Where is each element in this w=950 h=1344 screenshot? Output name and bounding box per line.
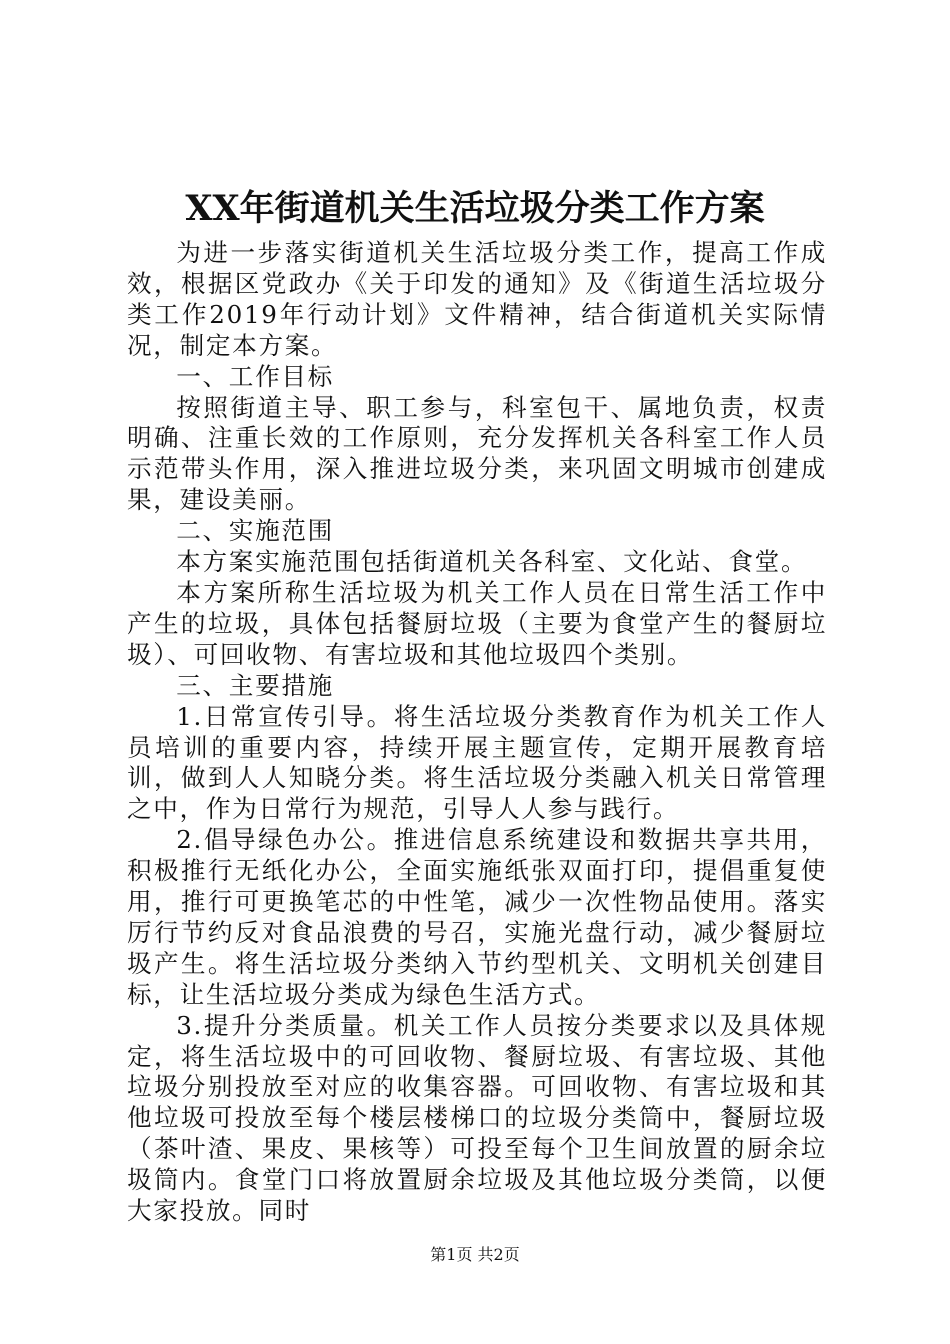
paragraph-measure-2: 2.倡导绿色办公。推进信息系统建设和数据共享共用，积极推行无纸化办公，全面实施纸张双面打印，提倡重复使用，推行可更换笔芯的中性笔，减少一次性物品使用。落实厉行节约反对食品浪费的号召，实施光盘行动，减少餐厨垃圾产生。将生活垃圾分类纳入节约型机关、文明机关创建目标，让生活垃圾分类成为绿色生活方式。: [127, 825, 827, 1009]
paragraph-waste-definition: 本方案所称生活垃圾为机关工作人员在日常生活工作中产生的垃圾，具体包括餐厨垃圾（主要为食堂产生的餐厨垃圾）、可回收物、有害垃圾和其他垃圾四个类别。: [127, 577, 827, 669]
page-footer: 第1页 共2页: [430, 1245, 520, 1264]
section-heading-scope: 二、实施范围: [176, 516, 334, 546]
section-heading-goals: 一、工作目标: [176, 361, 334, 391]
document-title: XX年街道机关生活垃圾分类工作方案: [185, 188, 765, 229]
paragraph-measure-1: 1.日常宣传引导。将生活垃圾分类教育作为机关工作人员培训的重要内容，持续开展主题宣传，定期开展教育培训，做到人人知晓分类。将生活垃圾分类融入机关日常管理之中，作为日常行为规范，引导人人参与践行。: [127, 701, 827, 824]
paragraph-intro: 为进一步落实街道机关生活垃圾分类工作，提高工作成效，根据区党政办《关于印发的通知》及《街道生活垃圾分类工作2019年行动计划》文件精神，结合街道机关实际情况，制定本方案。: [127, 238, 827, 360]
paragraph-scope: 本方案实施范围包括街道机关各科室、文化站、食堂。: [176, 547, 808, 577]
paragraph-measure-3: 3.提升分类质量。机关工作人员按分类要求以及具体规定，将生活垃圾中的可回收物、餐厨垃圾、有害垃圾、其他垃圾分别投放至对应的收集容器。可回收物、有害垃圾和其他垃圾可投放至每个楼层楼梯口的垃圾分类筒中，餐厨垃圾（茶叶渣、果皮、果核等）可投至每个卫生间放置的厨余垃圾筒内。食堂门口将放置厨余垃圾及其他垃圾分类筒，以便大家投放。同时: [127, 1010, 827, 1226]
document-body: [127, 238, 827, 1227]
section-heading-measures: 三、主要措施: [176, 670, 334, 700]
paragraph-goals: 按照街道主导、职工参与，科室包干、属地负责，权责明确、注重长效的工作原则，充分发挥机关各科室工作人员示范带头作用，深入推进垃圾分类，来巩固文明城市创建成果，建设美丽。: [127, 392, 827, 515]
